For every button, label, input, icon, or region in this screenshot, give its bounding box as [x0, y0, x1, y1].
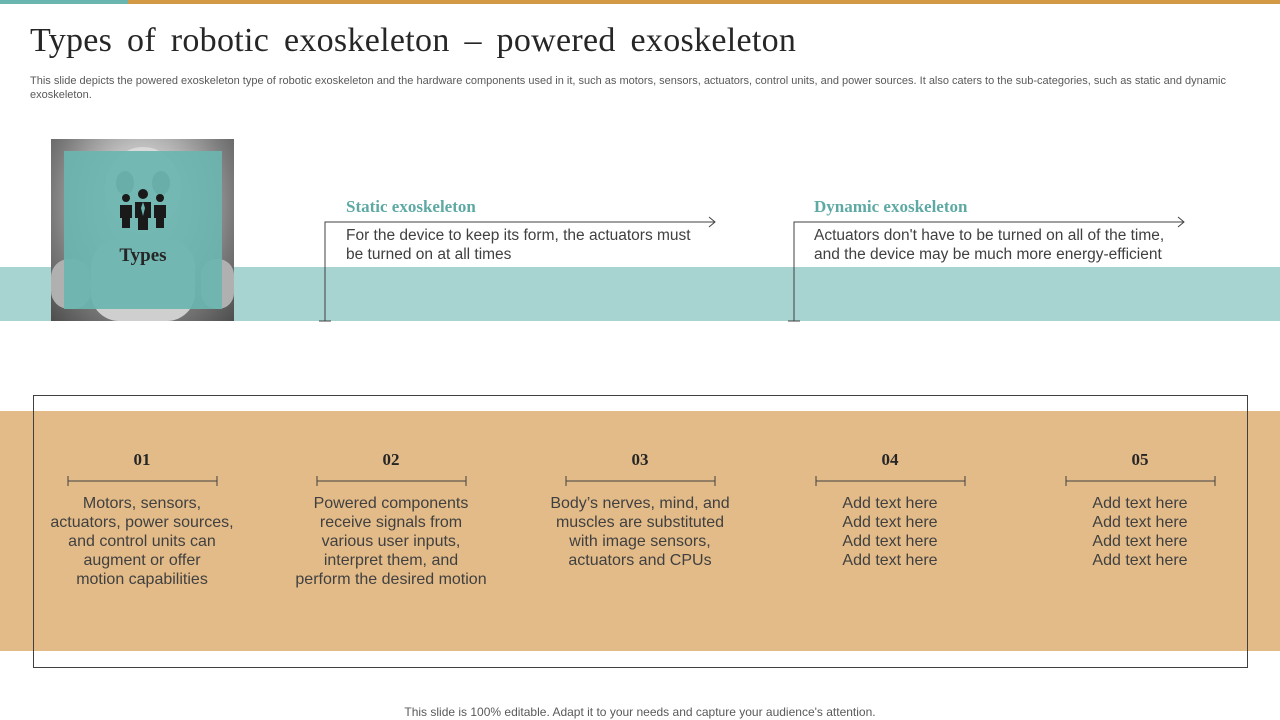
static-exoskeleton-heading: Static exoskeleton	[346, 197, 476, 216]
static-exoskeleton-text: For the device to keep its form, the actuators must be turned on at all times	[346, 227, 691, 263]
slide-footer-note: This slide is 100% editable. Adapt it to your needs and capture your audience's attention.	[404, 705, 876, 719]
component-number-03: 03	[631, 450, 649, 469]
component-text-03: Body’s nerves, mind, and muscles are substituted with image sensors, actuators and CPUs	[550, 495, 730, 569]
component-text-05: Add text here Add text here Add text here Add text here	[1092, 495, 1188, 569]
dynamic-exoskeleton-heading: Dynamic exoskeleton	[814, 197, 968, 216]
component-rule-02	[316, 474, 467, 488]
component-number-02: 02	[382, 450, 400, 469]
component-number-05: 05	[1131, 450, 1149, 469]
component-text-02: Powered components receive signals from various user inputs, interpret them, and perform the desired motion	[295, 495, 487, 588]
component-number-04: 04	[881, 450, 899, 469]
component-text-01: Motors, sensors, actuators, power sources, and control units can augment or offer motion capabilities	[50, 495, 234, 588]
component-rule-05	[1065, 474, 1216, 488]
component-rule-04	[815, 474, 966, 488]
component-rule-01	[67, 474, 218, 488]
top-accent-bar-orange	[128, 0, 1280, 4]
types-card-overlay	[64, 151, 222, 309]
people-group-icon	[117, 188, 169, 230]
slide-title: Types of robotic exoskeleton – powered exoskeleton	[30, 22, 797, 59]
component-rule-03	[565, 474, 716, 488]
slide-subtitle: This slide depicts the powered exoskeleton type of robotic exoskeleton and the hardware components used in it, such as motors, sensors, actuators, control units, and power sources. It also caters to the sub-categories, such as static and dynamic exoskeleton.	[30, 75, 1226, 101]
component-text-04: Add text here Add text here Add text here Add text here	[842, 495, 938, 569]
top-accent-bar-teal	[0, 0, 128, 4]
component-number-01: 01	[133, 450, 151, 469]
types-label: Types	[119, 245, 167, 266]
dynamic-exoskeleton-text: Actuators don't have to be turned on all of the time, and the device may be much more energy-efficient	[814, 227, 1165, 263]
